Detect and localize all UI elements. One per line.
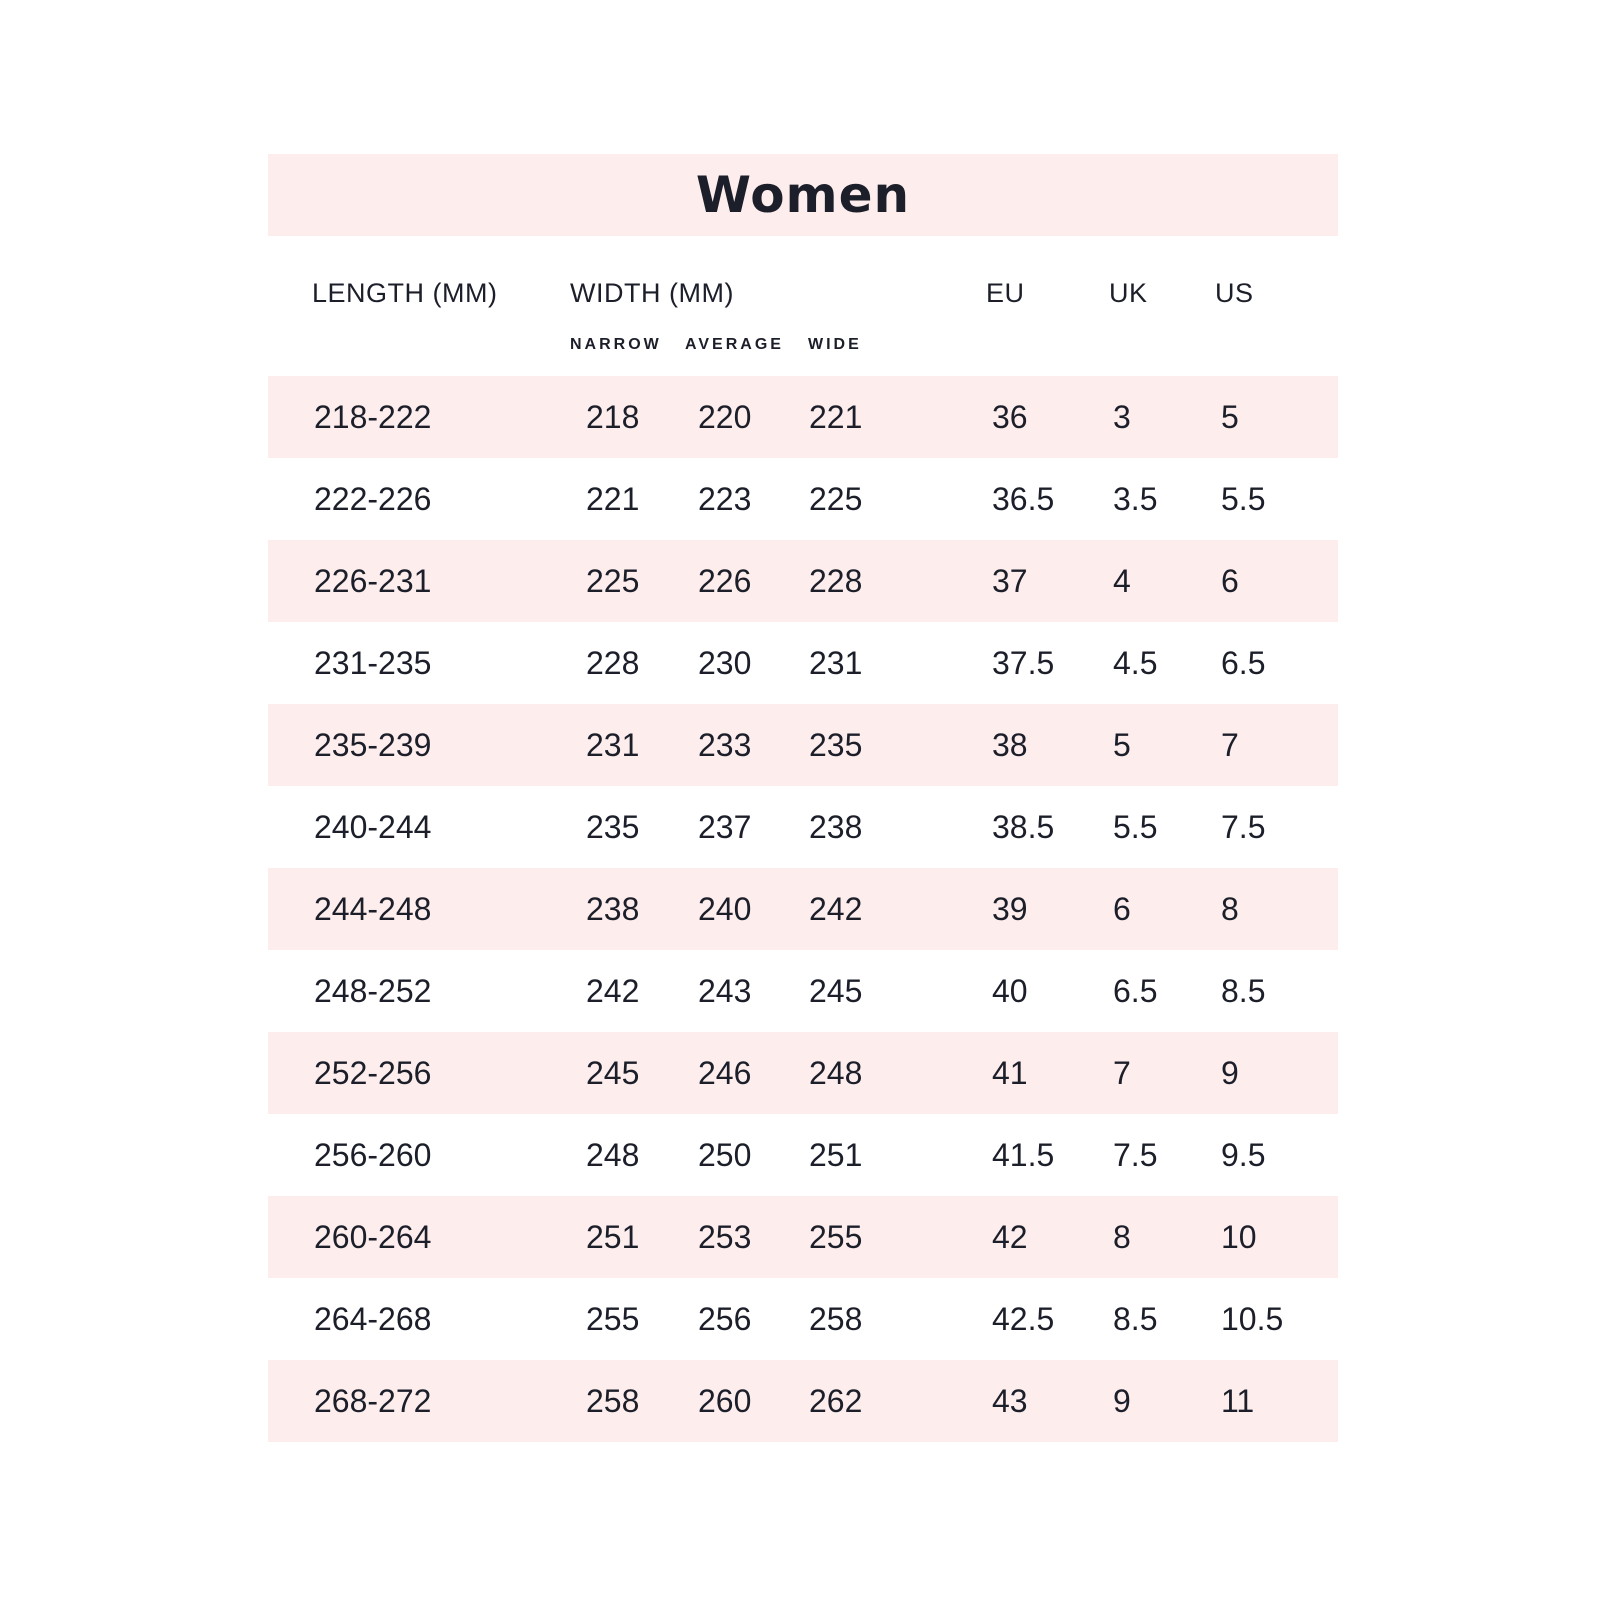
cell-average: 260: [698, 1383, 752, 1419]
cell-narrow: 245: [586, 1055, 640, 1091]
cell-us: 8.5: [1221, 973, 1266, 1009]
cell-average: 220: [698, 399, 752, 435]
cell-length: 240-244: [314, 809, 432, 845]
cell-average: 223: [698, 481, 752, 517]
cell-length: 222-226: [314, 481, 432, 517]
cell-eu: 40: [992, 973, 1028, 1009]
cell-narrow: 258: [586, 1383, 640, 1419]
cell-uk: 7.5: [1113, 1137, 1158, 1173]
cell-eu: 41.5: [992, 1137, 1055, 1173]
cell-uk: 8.5: [1113, 1301, 1158, 1337]
cell-length: 256-260: [314, 1137, 432, 1173]
cell-us: 10.5: [1221, 1301, 1284, 1337]
cell-wide: 235: [809, 727, 863, 763]
cell-wide: 221: [809, 399, 863, 435]
cell-average: 243: [698, 973, 752, 1009]
cell-average: 237: [698, 809, 752, 845]
cell-length: 231-235: [314, 645, 432, 681]
table-row: [268, 704, 1338, 786]
header-length: LENGTH (MM): [312, 278, 498, 308]
cell-eu: 36.5: [992, 481, 1055, 517]
cell-narrow: 255: [586, 1301, 640, 1337]
cell-wide: 225: [809, 481, 863, 517]
cell-eu: 39: [992, 891, 1028, 927]
cell-narrow: 221: [586, 481, 640, 517]
size-table-body: [268, 376, 1338, 1442]
header-us: US: [1215, 278, 1254, 308]
cell-uk: 4.5: [1113, 645, 1158, 681]
subheader-narrow: NARROW: [570, 336, 662, 353]
cell-average: 233: [698, 727, 752, 763]
cell-wide: 262: [809, 1383, 863, 1419]
table-row: [268, 1114, 1338, 1196]
table-row: [268, 786, 1338, 868]
cell-us: 7: [1221, 727, 1239, 763]
cell-length: 260-264: [314, 1219, 432, 1255]
cell-wide: 255: [809, 1219, 863, 1255]
cell-us: 10: [1221, 1219, 1257, 1255]
table-row: [268, 1196, 1338, 1278]
cell-uk: 3.5: [1113, 481, 1158, 517]
cell-eu: 42: [992, 1219, 1028, 1255]
table-row: [268, 458, 1338, 540]
cell-average: 253: [698, 1219, 752, 1255]
cell-eu: 38: [992, 727, 1028, 763]
cell-uk: 7: [1113, 1055, 1131, 1091]
cell-eu: 36: [992, 399, 1028, 435]
cell-us: 7.5: [1221, 809, 1266, 845]
table-row: [268, 622, 1338, 704]
cell-average: 256: [698, 1301, 752, 1337]
cell-eu: 42.5: [992, 1301, 1055, 1337]
cell-average: 246: [698, 1055, 752, 1091]
cell-length: 244-248: [314, 891, 432, 927]
cell-wide: 245: [809, 973, 863, 1009]
cell-uk: 9: [1113, 1383, 1131, 1419]
cell-length: 226-231: [314, 563, 432, 599]
cell-length: 218-222: [314, 399, 432, 435]
cell-eu: 43: [992, 1383, 1028, 1419]
cell-wide: 251: [809, 1137, 863, 1173]
table-row: [268, 1360, 1338, 1442]
cell-us: 9: [1221, 1055, 1239, 1091]
cell-narrow: 225: [586, 563, 640, 599]
cell-wide: 228: [809, 563, 863, 599]
header-eu: EU: [986, 278, 1025, 308]
cell-narrow: 235: [586, 809, 640, 845]
cell-narrow: 251: [586, 1219, 640, 1255]
cell-length: 235-239: [314, 727, 432, 763]
cell-us: 6.5: [1221, 645, 1266, 681]
table-row: [268, 950, 1338, 1032]
cell-narrow: 228: [586, 645, 640, 681]
header-width: WIDTH (MM): [570, 278, 734, 308]
table-row: [268, 540, 1338, 622]
cell-eu: 41: [992, 1055, 1028, 1091]
table-row: [268, 1032, 1338, 1114]
cell-narrow: 248: [586, 1137, 640, 1173]
title-band: [268, 154, 1338, 236]
cell-us: 5: [1221, 399, 1239, 435]
cell-uk: 4: [1113, 563, 1131, 599]
cell-narrow: 218: [586, 399, 640, 435]
table-row: [268, 1278, 1338, 1360]
cell-average: 230: [698, 645, 752, 681]
chart-title: Women: [695, 166, 911, 224]
header-uk: UK: [1109, 278, 1148, 308]
table-row: [268, 868, 1338, 950]
cell-wide: 248: [809, 1055, 863, 1091]
cell-narrow: 242: [586, 973, 640, 1009]
cell-length: 252-256: [314, 1055, 432, 1091]
cell-wide: 231: [809, 645, 863, 681]
cell-narrow: 238: [586, 891, 640, 927]
cell-average: 240: [698, 891, 752, 927]
cell-length: 248-252: [314, 973, 432, 1009]
cell-uk: 5: [1113, 727, 1131, 763]
cell-us: 8: [1221, 891, 1239, 927]
cell-us: 5.5: [1221, 481, 1266, 517]
cell-narrow: 231: [586, 727, 640, 763]
cell-us: 9.5: [1221, 1137, 1266, 1173]
cell-uk: 5.5: [1113, 809, 1158, 845]
cell-wide: 238: [809, 809, 863, 845]
cell-length: 268-272: [314, 1383, 432, 1419]
cell-us: 11: [1221, 1383, 1255, 1419]
cell-eu: 38.5: [992, 809, 1055, 845]
table-row: [268, 376, 1338, 458]
size-chart: [268, 154, 1338, 1456]
cell-eu: 37: [992, 563, 1028, 599]
cell-uk: 6: [1113, 891, 1131, 927]
cell-length: 264-268: [314, 1301, 432, 1337]
cell-average: 226: [698, 563, 752, 599]
cell-us: 6: [1221, 563, 1239, 599]
subheader-average: AVERAGE: [685, 336, 784, 353]
cell-eu: 37.5: [992, 645, 1055, 681]
cell-wide: 258: [809, 1301, 863, 1337]
cell-wide: 242: [809, 891, 863, 927]
subheader-wide: WIDE: [808, 336, 862, 353]
cell-uk: 8: [1113, 1219, 1131, 1255]
cell-uk: 3: [1113, 399, 1131, 435]
cell-uk: 6.5: [1113, 973, 1158, 1009]
cell-average: 250: [698, 1137, 752, 1173]
